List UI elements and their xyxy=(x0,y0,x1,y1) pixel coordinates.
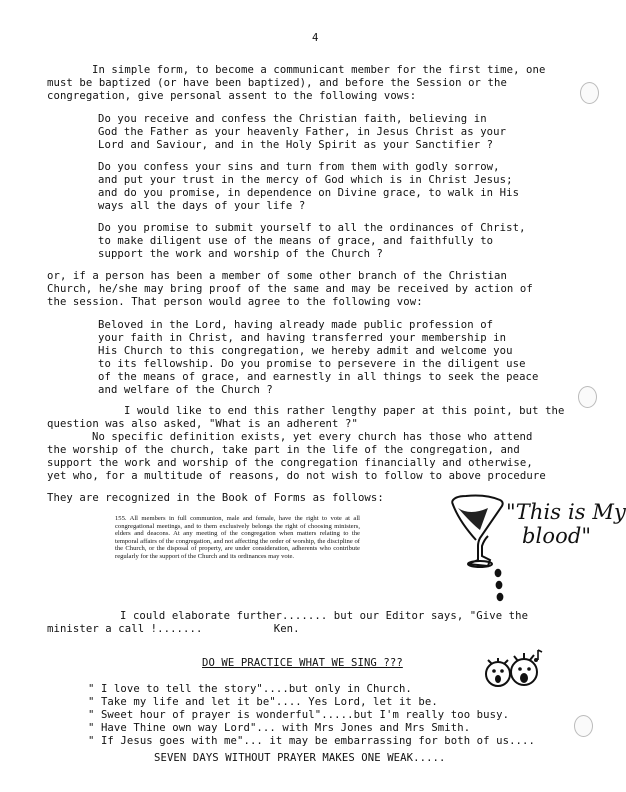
closing-slogan: SEVEN DAYS WITHOUT PRAYER MAKES ONE WEAK..... xyxy=(154,752,446,764)
text-line: and put your trust in the mercy of God which is in Christ Jesus; xyxy=(98,174,513,186)
text-line: to its fellowship. Do you promise to persevere in the diligent use xyxy=(98,358,526,370)
text-line: must be baptized (or have been baptized), and before the Session or the xyxy=(47,77,507,89)
text-line: support the work and worship of the congregation financially and otherwise, xyxy=(47,457,533,469)
book-of-forms-quote: 155. All members in full communion, male and female, have the right to vote at all congregational meetings, and to them exclusively belongs the right of choosing ministers, elders and deacons. At any meeting of the congregation when matters relating to the temporal affairs of the congregation, and not affecting the order of worship, the discipline of the Church, or the disposal of property, are under consideration, adherents who contribute regularly for the support of the Church and its ordinances may vote. xyxy=(115,515,360,560)
text-line: Do you confess your sins and turn from them with godly sorrow, xyxy=(98,161,500,173)
list-item: " I love to tell the story"....but only in Church. xyxy=(88,683,412,695)
text-line: In simple form, to become a communicant member for the first time, one xyxy=(92,64,546,76)
closing-signature-line: minister a call !....... Ken. xyxy=(47,623,300,635)
text-line: Church, he/she may bring proof of the same and may be received by action of xyxy=(47,283,533,295)
text-line: or, if a person has been a member of some other branch of the Christian xyxy=(47,270,507,282)
closing-line: I could elaborate further....... but our Editor says, "Give the xyxy=(120,610,529,622)
list-item: " If Jesus goes with me"... it may be embarrassing for both of us.... xyxy=(88,735,535,747)
binder-hole-middle xyxy=(578,386,597,408)
text-line: to make diligent use of the means of grace, and faithfully to xyxy=(98,235,494,247)
text-line: Do you receive and confess the Christian faith, believing in xyxy=(98,113,487,125)
list-item: " Take my life and let it be".... Yes Lord, let it be. xyxy=(88,696,438,708)
binder-hole-bottom xyxy=(574,715,593,737)
page-number: 4 xyxy=(312,32,319,44)
book-of-forms-intro: They are recognized in the Book of Forms as follows: xyxy=(47,492,384,504)
chalice-caption-line2: blood" xyxy=(522,524,592,548)
text-line: ways all the days of your life ? xyxy=(98,200,306,212)
text-line: of the means of grace, and earnestly in all things to seek the peace xyxy=(98,371,539,383)
practice-heading: DO WE PRACTICE WHAT WE SING ??? xyxy=(202,657,403,669)
singing-faces-icon xyxy=(480,644,544,696)
text-line: your faith in Christ, and having transferred your membership in xyxy=(98,332,507,344)
text-line: congregation, give personal assent to the following vows: xyxy=(47,90,417,102)
text-line: His Church to this congregation, we hereby admit and welcome you xyxy=(98,345,513,357)
text-line: No specific definition exists, yet every church has those who attend xyxy=(92,431,533,443)
text-line: and do you promise, in dependence on Divine grace, to walk in His xyxy=(98,187,520,199)
text-line: God the Father as your heavenly Father, in Jesus Christ as your xyxy=(98,126,507,138)
text-line: Lord and Saviour, and in the Holy Spirit as your Sanctifier ? xyxy=(98,139,494,151)
text-line: I would like to end this rather lengthy paper at this point, but the xyxy=(124,405,565,417)
list-item: " Have Thine own way Lord"... with Mrs Jones and Mrs Smith. xyxy=(88,722,471,734)
list-item: " Sweet hour of prayer is wonderful".....but I'm really too busy. xyxy=(88,709,510,721)
text-line: and welfare of the Church ? xyxy=(98,384,273,396)
text-line: Beloved in the Lord, having already made public profession of xyxy=(98,319,494,331)
text-line: the session. That person would agree to the following vow: xyxy=(47,296,423,308)
text-line: Do you promise to submit yourself to all the ordinances of Christ, xyxy=(98,222,526,234)
text-line: support the work and worship of the Church ? xyxy=(98,248,384,260)
text-line: the worship of the church, take part in the life of the congregation, and xyxy=(47,444,520,456)
chalice-illustration xyxy=(444,494,626,604)
text-line: question was also asked, "What is an adherent ?" xyxy=(47,418,358,430)
text-line: yet who, for a multitude of reasons, do not wish to follow to above procedure xyxy=(47,470,546,482)
binder-hole-top xyxy=(580,82,599,104)
chalice-caption-line1: "This is My xyxy=(506,500,626,524)
